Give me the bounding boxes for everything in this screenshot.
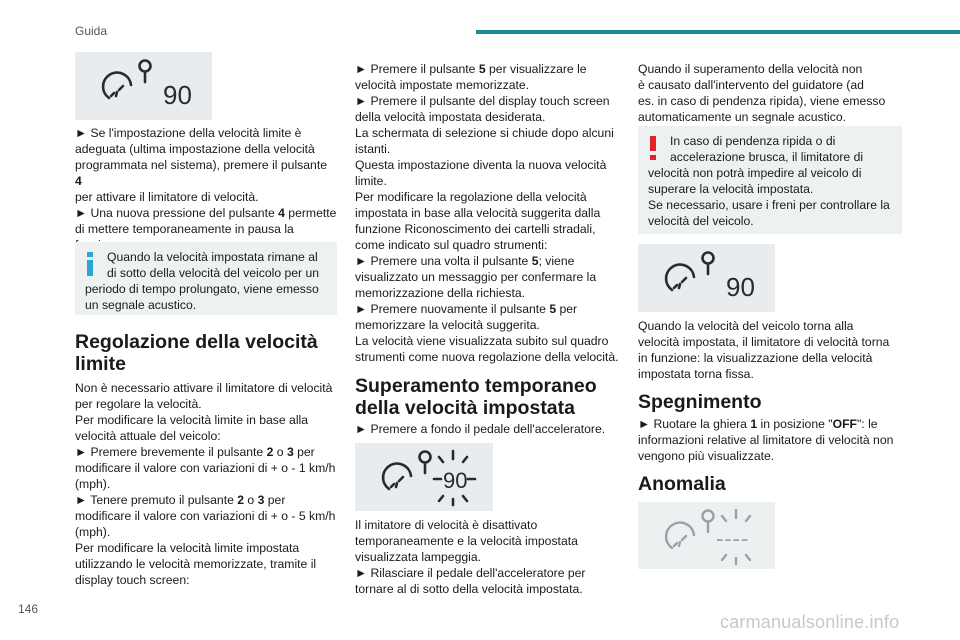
speed-limiter-icon [75,52,212,120]
speed-limiter-icon [638,244,775,312]
warning-note: In caso di pendenza ripida o di accelerazione brusca, il limitatore di velocità non potrà impedire al veicolo di superare la velocità impostata. Se necessario, usare i freni per controllare la velocità del veicolo. [638,126,902,234]
page-number: 146 [18,602,39,616]
speed-limiter-flashing-value: 90 [443,468,468,493]
speed-limiter-flashing-icon [355,443,493,511]
speed-limiter-icon-box-2 [638,244,775,312]
speed-limiter-fault-value: ---- [716,526,750,551]
speed-limiter-icon-box [75,52,212,120]
speed-limiter-fault-icon-box [638,502,775,569]
heading-temporary-overshoot: Superamento temporaneo della velocità impostata [355,375,597,419]
heading-malfunction: Anomalia [638,473,726,495]
watermark: carmanualsonline.info [720,612,900,632]
col2-paragraph-1: ► Premere il pulsante 5 per visualizzare le velocità impostate memorizzate. ► Premere il pulsante del display touch screen della velocità impostata desiderata. La schermata di selezione si chiude dopo alcuni istanti. Questa impostazione diventa la nuova velocità limite. Per modificare la regolazione della velocità impostata in base alla velocità suggerita dalla funzione Riconoscimento dei cartelli stradali, come indicato sul quadro strumenti: ► Premere una volta il pulsante 5; viene visualizzato un messaggio per confermare la memorizzazione della richiesta. ► Premere nuovamente il pulsante 5 per memorizzare la velocità suggerita. La velocità viene visualizzata subito sul quadro strumenti come nuova regolazione della velocità. [355,62,619,364]
info-icon [86,252,94,276]
col1-paragraph-1: ► Se l'impostazione della velocità limite è adeguata (ultima impostazione della velocità programmata nel sistema), premere il pulsante 4 per attivare il limitatore di velocità. ► Una nuova pressione del pulsante 4 permette di mettere temporaneamente in pausa la [75,126,337,236]
speed-limiter-fault-icon [638,502,775,569]
col3-paragraph-3: ► Ruotare la ghiera 1 in posizione "OFF": le informazioni relative al limitatore di velocità non vengono più visualizzate. [638,417,894,463]
col3-paragraph-2: Quando la velocità del veicolo torna alla velocità impostata, il limitatore di velocità torna in funzione: la visualizzazione della velocità impostata torna fissa. [638,319,890,381]
heading-switch-off: Spegnimento [638,391,762,413]
speed-limiter-flashing-icon-box [355,443,493,511]
header-accent-bar [476,30,960,34]
warning-icon [649,136,657,160]
col1-paragraph-2: Non è necessario attivare il limitatore di velocità per regolare la velocità. Per modificare la velocità limite in base alla velocità attuale del veicolo: ► Premere brevemente il pulsante 2 o 3 per modificare il valore con variazioni di + o - 1 km/h (mph). ► Tenere premuto il pulsante 2 o 3 per modificare il valore con variazioni di + o - 5 km/h (mph). Per modificare la velocità limite impostata utilizzando le velocità memorizzate, tramite il display touch screen: [75,381,336,587]
running-header: Guida [75,24,108,38]
col2-paragraph-2: ► Premere a fondo il pedale dell'acceleratore. [355,422,606,436]
speed-limiter-value: 90 [163,80,192,110]
speed-limiter-value-2: 90 [726,272,755,302]
col3-paragraph-1: Quando il superamento della velocità non è causato dall'intervento del guidatore (ad es. in caso di pendenza ripida), viene emesso automaticamente un segnale acustico. [638,62,886,124]
col2-paragraph-3: Il imitatore di velocità è disattivato temporaneamente e la velocità impostata visualizzata lampeggia. ► Rilasciare il pedale dell'acceleratore per tornare al di sotto della velocità impostata. [355,518,586,596]
heading-speed-adjust: Regolazione della velocità limite [75,331,318,375]
info-note: Quando la velocità impostata rimane al di sotto della velocità del veicolo per un periodo di tempo prolungato, viene emesso un segnale acustico. [75,242,337,315]
